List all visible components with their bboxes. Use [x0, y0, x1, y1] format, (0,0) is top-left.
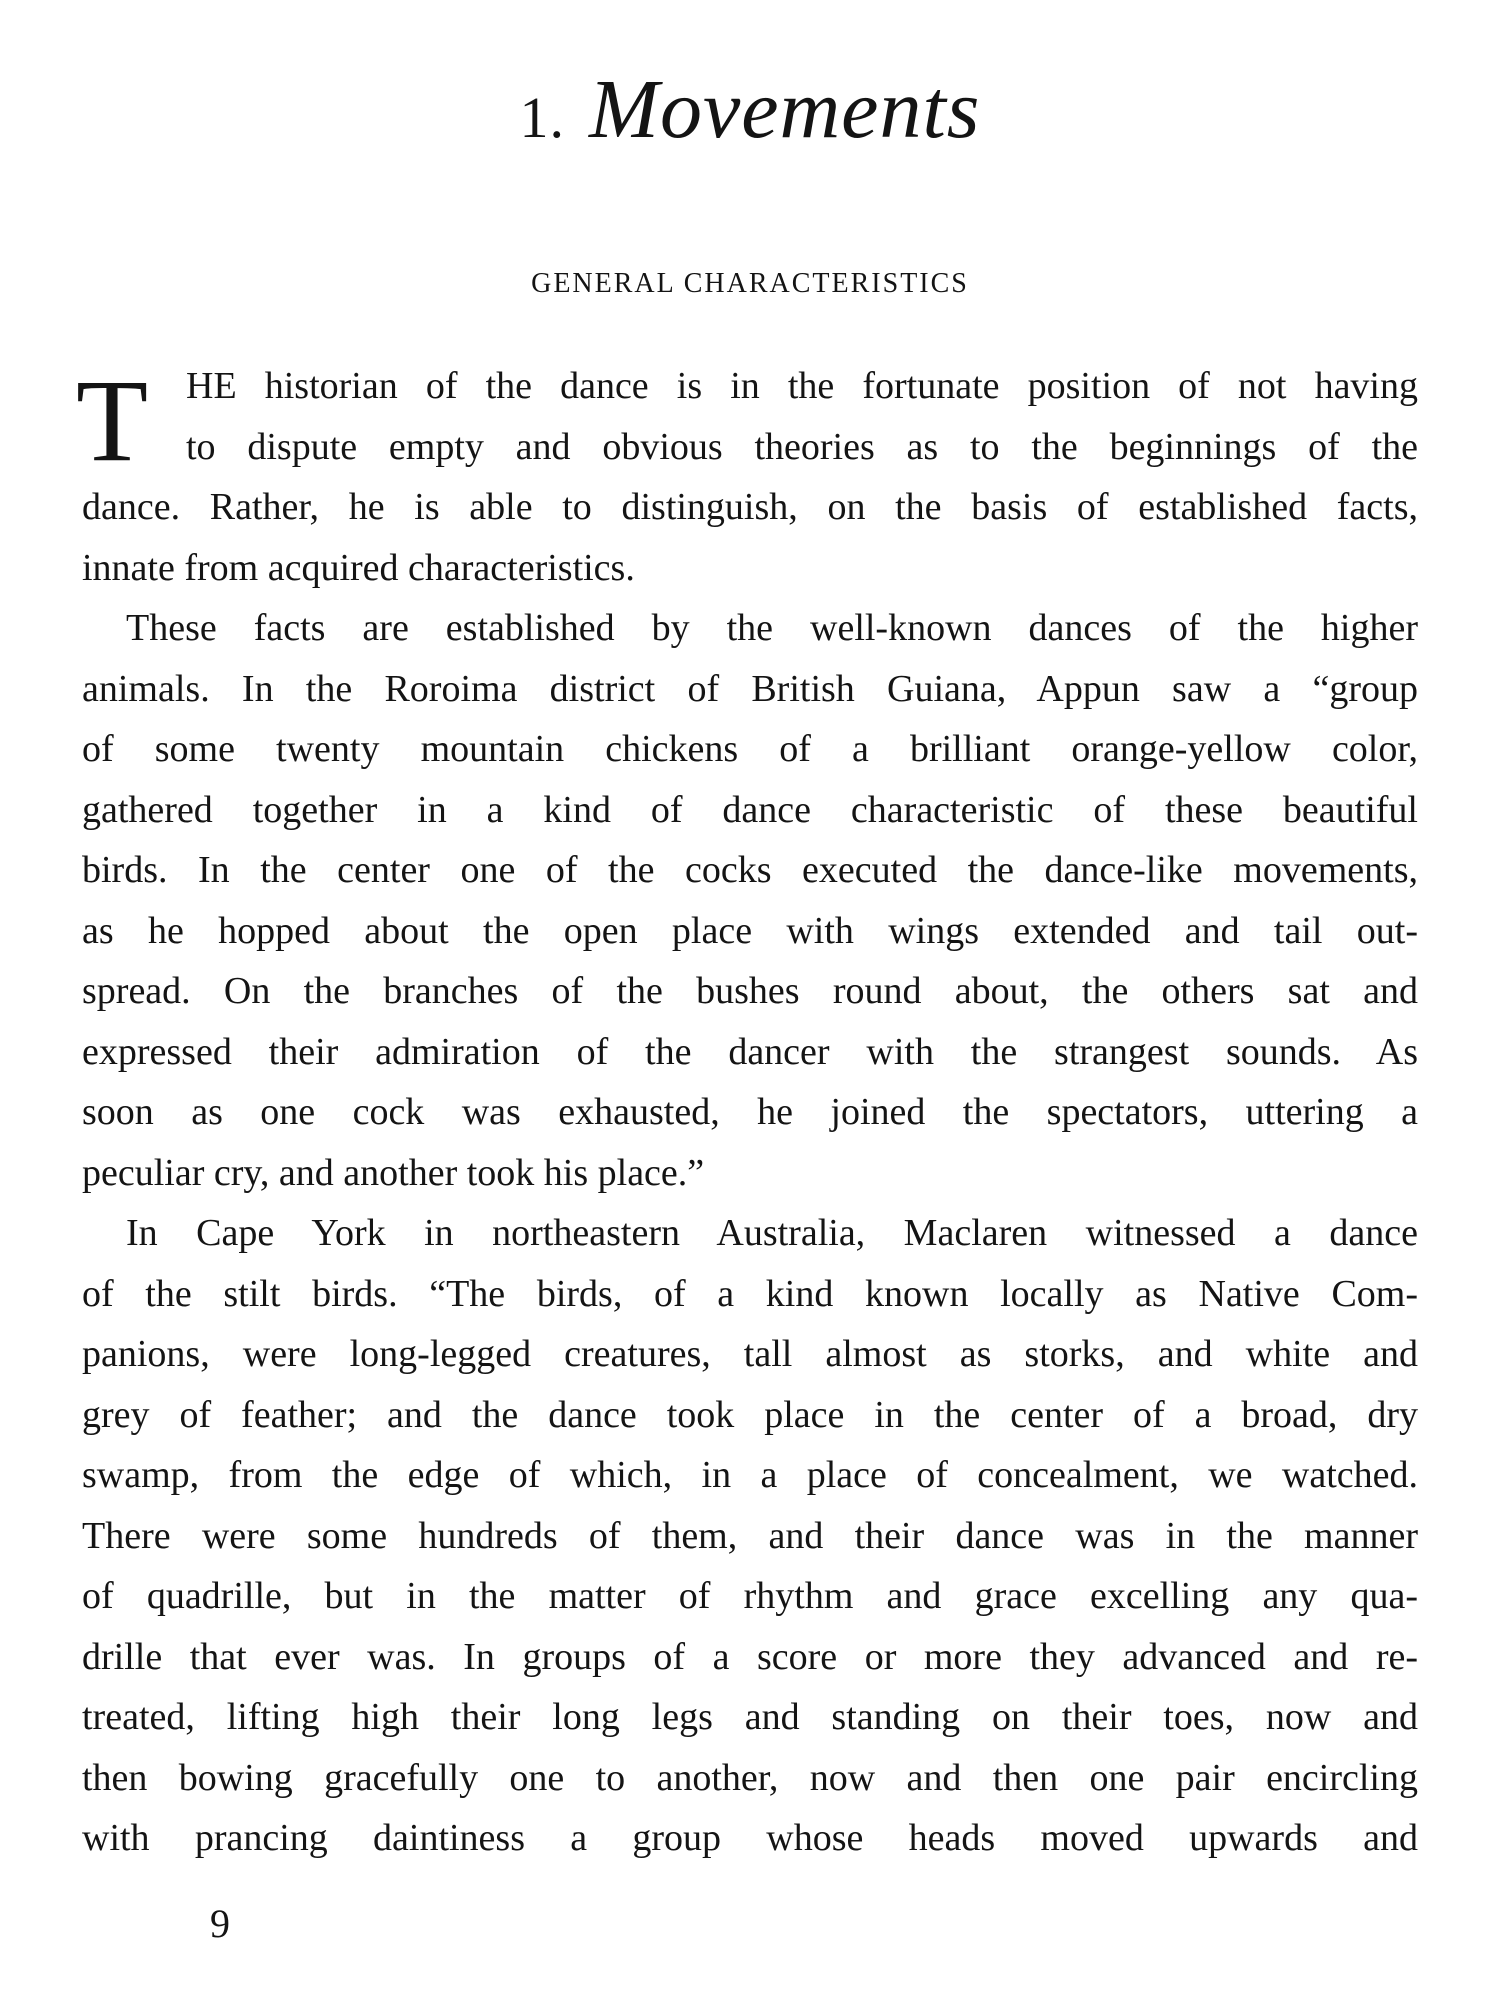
- page-number: 9: [210, 1901, 230, 1946]
- text-line: peculiar cry, and another took his place.”: [82, 1151, 705, 1194]
- section-heading: GENERAL CHARACTERISTICS: [531, 268, 969, 299]
- text-line: spread. On the branches of the bushes round about, the others sat and: [82, 970, 1418, 1012]
- text-line: drille that ever was. In groups of a score or more they advanced and re-: [82, 1635, 1418, 1678]
- text-line: soon as one cock was exhausted, he joined the spectators, uttering a: [82, 1091, 1418, 1133]
- text-line: of the stilt birds. “The birds, of a kind known locally as Native Com-: [82, 1272, 1418, 1315]
- text-line: birds. In the center one of the cocks executed the dance-like movements,: [82, 849, 1418, 891]
- text-line: then bowing gracefully one to another, now and then one pair encircling: [82, 1756, 1418, 1799]
- text-line: expressed their admiration of the dancer with the strangest sounds. As: [82, 1030, 1418, 1073]
- text-line: There were some hundreds of them, and their dance was in the manner: [82, 1514, 1418, 1557]
- text-line: swamp, from the edge of which, in a place of concealment, we watched.: [82, 1454, 1418, 1496]
- text-line: with prancing daintiness a group whose heads moved upwards and: [82, 1817, 1418, 1859]
- text-line: In Cape York in northeastern Australia, Maclaren witnessed a dance: [126, 1212, 1418, 1254]
- chapter-title: [0, 63, 1500, 156]
- drop-cap: T: [76, 355, 149, 486]
- chapter-number: 1.: [519, 85, 565, 150]
- text-line-content: HE historian of the dance is in the fortunate position of not having: [186, 365, 1418, 407]
- text-line: of some twenty mountain chickens of a brilliant orange-yellow color,: [82, 728, 1418, 770]
- text-line: of quadrille, but in the matter of rhythm and grace excelling any qua-: [82, 1575, 1418, 1617]
- text-line: as he hopped about the open place with wings extended and tail out-: [82, 909, 1418, 952]
- text-line: animals. In the Roroima district of British Guiana, Appun saw a “group: [82, 667, 1418, 710]
- text-line: to dispute empty and obvious theories as to the beginnings of the: [186, 425, 1418, 468]
- text-line: innate from acquired characteristics.: [82, 546, 635, 589]
- text-line: panions, were long-legged creatures, tall almost as storks, and white and: [82, 1333, 1418, 1375]
- body-text: [76, 355, 1418, 1869]
- text-line: These facts are established by the well-known dances of the higher: [126, 607, 1418, 649]
- text-line: dance. Rather, he is able to distinguish, on the basis of established facts,: [82, 486, 1418, 528]
- text-line: grey of feather; and the dance took place in the center of a broad, dry: [82, 1393, 1418, 1436]
- text-line: gathered together in a kind of dance characteristic of these beautiful: [82, 788, 1418, 831]
- text-line: treated, lifting high their long legs and standing on their toes, now and: [82, 1696, 1418, 1738]
- chapter-name: Movements: [588, 63, 981, 156]
